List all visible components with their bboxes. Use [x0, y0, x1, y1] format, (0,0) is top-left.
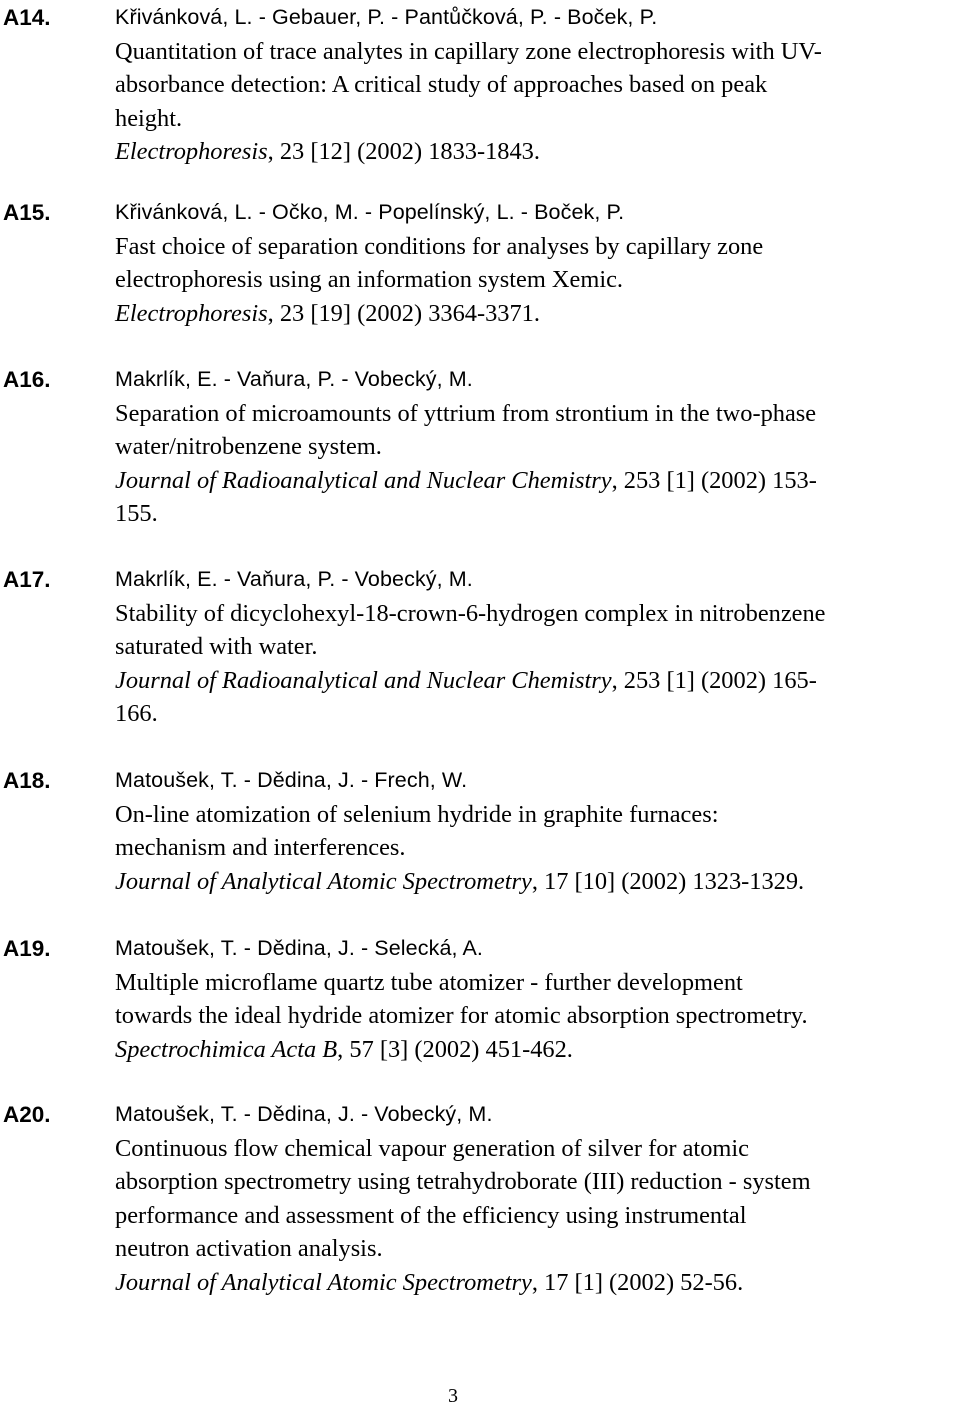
reference-title-line: water/nitrobenzene system. — [115, 433, 382, 460]
reference-title-line: electrophoresis using an information system Xemic. — [115, 266, 624, 293]
reference-number: A20. — [3, 1102, 51, 1127]
reference-journal — [115, 297, 960, 331]
journal-details: , 253 [1] (2002) 165- — [611, 666, 817, 694]
reference-journal-continuation: 166. — [115, 700, 158, 727]
reference-body — [115, 563, 960, 731]
journal-name: Journal of Radioanalytical and Nuclear Chemistry — [115, 466, 612, 494]
reference-body — [115, 932, 960, 1066]
journal-name: Spectrochimica Acta B — [115, 1035, 338, 1063]
reference-title-line: Separation of microamounts of yttrium from strontium in the two-phase — [115, 399, 817, 427]
reference-journal — [115, 865, 960, 899]
reference-authors: Makrlík, E. - Vaňura, P. - Vobecký, M. — [115, 567, 473, 591]
reference-body — [115, 363, 960, 531]
journal-details: , 17 [1] (2002) 52-56. — [531, 1268, 744, 1296]
reference-body — [115, 196, 960, 330]
reference-title-line: On-line atomization of selenium hydride in graphite furnaces: — [115, 800, 719, 828]
reference-authors: Křivánková, L. - Očko, M. - Popelínský, L. - Boček, P. — [115, 200, 625, 224]
reference-journal — [115, 664, 960, 698]
journal-name: Electrophoresis — [115, 138, 268, 165]
reference-title-line: performance and assessment of the efficiency using instrumental — [115, 1201, 747, 1229]
reference-journal-continuation: 155. — [115, 500, 158, 527]
reference-title-line: absorbance detection: A critical study of approaches based on peak — [115, 71, 768, 98]
reference-authors: Makrlík, E. - Vaňura, P. - Vobecký, M. — [115, 367, 473, 391]
reference-number: A17. — [3, 567, 51, 592]
reference-journal — [115, 135, 960, 169]
journal-name: Journal of Radioanalytical and Nuclear Chemistry — [115, 666, 612, 694]
journal-details: , 253 [1] (2002) 153- — [611, 466, 817, 494]
journal-name: Journal of Analytical Atomic Spectrometry — [115, 867, 532, 895]
reference-number: A19. — [3, 936, 51, 961]
reference-authors: Matoušek, T. - Dědina, J. - Vobecký, M. — [115, 1102, 493, 1126]
reference-title-line: Multiple microflame quartz tube atomizer - further development — [115, 968, 743, 996]
reference-body — [115, 1098, 960, 1299]
reference-title-line: height. — [115, 104, 183, 132]
journal-name: Journal of Analytical Atomic Spectrometry — [115, 1268, 532, 1296]
reference-title-line: Quantitation of trace analytes in capillary zone electrophoresis with UV- — [115, 37, 822, 65]
journal-details: , 23 [12] (2002) 1833-1843. — [267, 138, 540, 165]
journal-name: Electrophoresis — [115, 299, 268, 327]
reference-number: A18. — [3, 768, 51, 793]
reference-number: A15. — [3, 200, 51, 225]
reference-journal — [115, 1266, 960, 1300]
reference-journal — [115, 464, 960, 498]
reference-title-line: absorption spectrometry using tetrahydroborate (III) reduction - system — [115, 1168, 811, 1195]
reference-title-line: neutron activation analysis. — [115, 1235, 383, 1262]
journal-details: , 23 [19] (2002) 3364-3371. — [267, 299, 540, 327]
reference-authors: Křivánková, L. - Gebauer, P. - Pantůčková, P. - Boček, P. — [115, 5, 658, 29]
journal-details: , 17 [10] (2002) 1323-1329. — [531, 867, 805, 895]
reference-authors: Matoušek, T. - Dědina, J. - Selecká, A. — [115, 936, 483, 960]
reference-title-line: mechanism and interferences. — [115, 834, 406, 861]
reference-title-line: Continuous flow chemical vapour generation of silver for atomic — [115, 1134, 749, 1162]
reference-title-line: Stability of dicyclohexyl-18-crown-6-hydrogen complex in nitrobenzene — [115, 599, 826, 627]
reference-journal — [115, 1033, 960, 1067]
reference-body — [115, 764, 960, 898]
reference-title-line: Fast choice of separation conditions for analyses by capillary zone — [115, 232, 764, 260]
reference-authors: Matoušek, T. - Dědina, J. - Frech, W. — [115, 768, 468, 792]
reference-number: A14. — [3, 5, 51, 30]
page-number: 3 — [448, 1385, 458, 1407]
journal-details: , 57 [3] (2002) 451-462. — [337, 1035, 573, 1063]
reference-title-line: towards the ideal hydride atomizer for atomic absorption spectrometry. — [115, 1002, 808, 1029]
reference-body — [115, 1, 960, 169]
reference-number: A16. — [3, 367, 51, 392]
reference-title-line: saturated with water. — [115, 633, 318, 660]
